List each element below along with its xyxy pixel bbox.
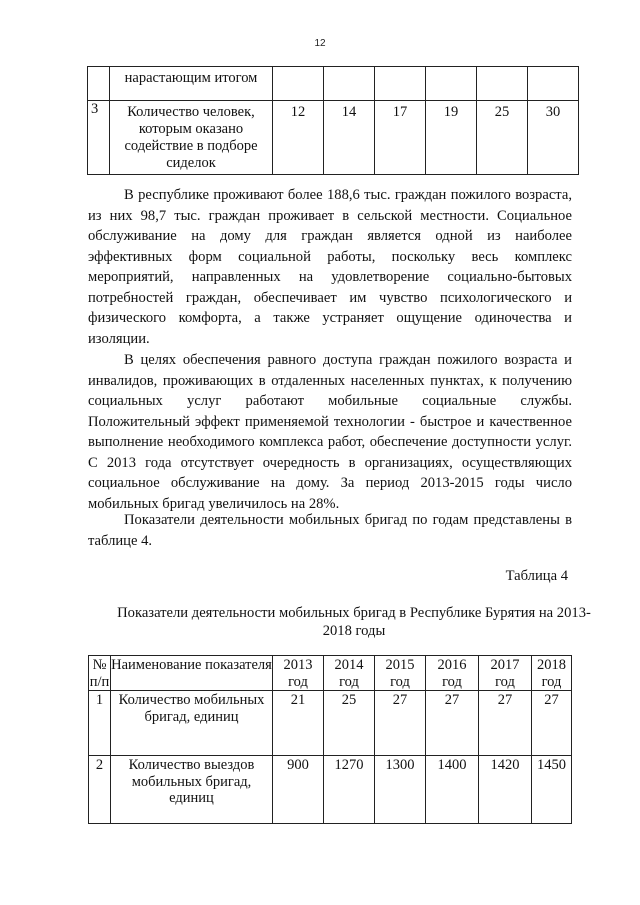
value-cell: 1450 (532, 756, 572, 824)
value-cell (375, 67, 426, 101)
row-name: нарастающим итогом (110, 67, 273, 101)
header-cell: 2013 год (273, 656, 324, 691)
header-cell: 2016 год (426, 656, 479, 691)
value-cell: 1300 (375, 756, 426, 824)
value-cell: 12 (273, 101, 324, 175)
table-header-row (89, 656, 572, 691)
value-cell: 27 (532, 691, 572, 756)
value-cell (528, 67, 579, 101)
value-cell: 1420 (479, 756, 532, 824)
row-name: Количество мобильных бригад, единиц (111, 691, 273, 756)
row-number: 3 (88, 101, 110, 175)
table-row (88, 67, 579, 101)
value-cell (426, 67, 477, 101)
value-cell: 1400 (426, 756, 479, 824)
row-name: Количество человек, которым оказано содействие в подборе сиделок (110, 101, 273, 175)
table-row (88, 101, 579, 175)
table-label: Таблица 4 (505, 568, 568, 584)
value-cell: 27 (375, 691, 426, 756)
value-cell: 17 (375, 101, 426, 175)
table-row (89, 756, 572, 824)
header-cell: 2018 год (532, 656, 572, 691)
header-cell: 2014 год (324, 656, 375, 691)
indicator-table-continued (87, 66, 579, 175)
paragraph-population: В республике проживают более 188,6 тыс. граждан пожилого возраста, из них 98,7 тыс. граждан проживает в сельской местности. Социальное обслуживание на дому для граждан является одной из наиболее эффективных форм социальной работы, поскольку весь комплекс мероприятий, направленных на удовлетворение социально-бытовых потребностей граждан, обеспечивает им чувство психологического и физического комфорта, а также устраняет ощущение одиночества и изоляции. (88, 187, 572, 347)
table-row (89, 691, 572, 756)
header-cell: 2015 год (375, 656, 426, 691)
value-cell: 19 (426, 101, 477, 175)
header-cell: Наименование показателя (111, 656, 273, 691)
row-number: 1 (89, 691, 111, 756)
row-number (88, 67, 110, 101)
row-name: Количество выездов мобильных бригад, единиц (111, 756, 273, 824)
header-cell: № п/п (89, 657, 110, 690)
mobile-brigades-table (88, 655, 572, 824)
value-cell: 21 (273, 691, 324, 756)
paragraph-table-reference: Показатели деятельности мобильных бригад по годам представлены в таблице 4. (88, 512, 572, 549)
value-cell (477, 67, 528, 101)
value-cell: 30 (528, 101, 579, 175)
row-number: 2 (89, 756, 111, 824)
value-cell: 25 (477, 101, 528, 175)
value-cell: 14 (324, 101, 375, 175)
page-number: 12 (314, 38, 326, 49)
table-caption: Показатели деятельности мобильных бригад в Республике Бурятия на 2013-2018 годы (117, 605, 591, 639)
value-cell (324, 67, 375, 101)
value-cell: 27 (479, 691, 532, 756)
paragraph-mobile-services: В целях обеспечения равного доступа граждан пожилого возраста и инвалидов, проживающих в отдаленных населенных пунктах, к получению социальных услуг работают мобильные социальные службы. Положительный эффект применяемой технологии - быстрое и качественное выполнение необходимого комплекса работ, обеспечение доступности услуг. С 2013 года отсутствует очередность в организациях, осуществляющих социальное обслуживание на дому. За период 2013-2015 годы число мобильных бригад увеличилось на 28%. (88, 352, 572, 512)
value-cell (273, 67, 324, 101)
value-cell: 25 (324, 691, 375, 756)
value-cell: 27 (426, 691, 479, 756)
header-cell: 2017 год (479, 656, 532, 691)
value-cell: 1270 (324, 756, 375, 824)
value-cell: 900 (273, 756, 324, 824)
